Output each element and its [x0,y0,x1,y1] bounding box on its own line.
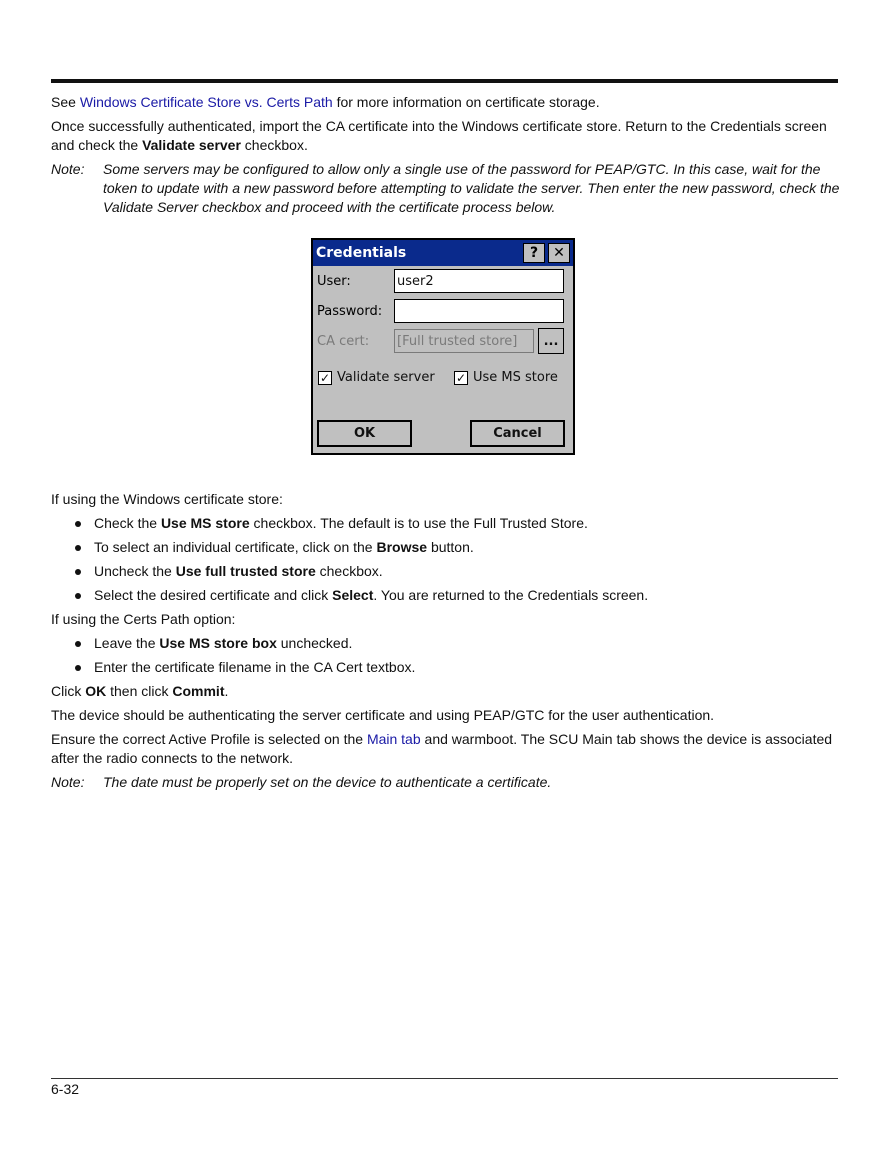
bullet-icon [75,545,81,551]
document-body [51,93,841,797]
password-input[interactable] [394,299,564,323]
link-main-tab[interactable]: Main tab [366,731,421,747]
ok-button[interactable]: OK [317,420,412,447]
page-number: 6-32 [51,1081,80,1097]
dialog-title: Credentials [316,244,407,261]
link-cert-store-vs-path[interactable]: Windows Certificate Store vs. Certs Path [79,94,333,110]
note-text: Some servers may be configured to allow only a single use of the password for PEAP/GTC. In this case, wait for the token to update with a new password before attempting to validate the server. Then enter the new password, check the Validate Server checkbox and proceed with the certificate process below. [103,161,840,215]
password-row [317,298,382,324]
use-ms-store-checkbox[interactable] [454,368,558,387]
cacert-label: CA cert: [317,333,370,349]
paragraph-cert-storage: See Windows Certificate Store vs. Certs Path for more information on certificate storage. [51,94,600,110]
use-ms-store-label: Use MS store [473,370,558,385]
checkbox-check-icon[interactable]: ✓ [319,370,331,385]
note-label: Note: [51,774,85,790]
list-item: To select an individual certificate, click on the Browse button. [51,538,841,557]
password-label: Password: [317,303,383,319]
user-row [317,268,351,294]
list-windows-store [51,514,841,605]
list-item: Select the desired certificate and click Select. You are returned to the Credentials screen. [51,586,841,605]
paragraph-authenticating: The device should be authenticating the server certificate and using PEAP/GTC for the user authentication. [51,707,715,723]
note-text: The date must be properly set on the device to authenticate a certificate. [103,774,552,790]
figure-credentials [51,222,841,490]
header-rule [51,79,838,83]
browse-button[interactable]: ... [538,328,564,354]
help-button[interactable]: ? [523,243,545,263]
bullet-icon [75,569,81,575]
paragraph-click-ok: Click OK then click Commit. [51,683,229,699]
bullet-icon [75,593,81,599]
validate-server-label: Validate server [337,370,435,385]
cacert-row [317,328,369,354]
note-date [51,773,841,792]
list-certs-path [51,634,841,677]
cacert-input: [Full trusted store] [394,329,534,353]
credentials-dialog [311,238,575,455]
list-item: Enter the certificate filename in the CA Cert textbox. [51,658,841,677]
bullet-icon [75,521,81,527]
validate-server-checkbox[interactable] [318,368,435,387]
list-item: Uncheck the Use full trusted store checkbox. [51,562,841,581]
note-label: Note: [51,161,85,177]
user-label: User: [317,273,351,289]
close-icon[interactable]: ✕ [548,243,570,263]
bullet-icon [75,665,81,671]
note-single-use [51,160,841,217]
checkbox-check-icon[interactable]: ✓ [455,370,467,385]
footer-rule [51,1078,838,1079]
bullet-icon [75,641,81,647]
cancel-button[interactable]: Cancel [470,420,565,447]
list-item: Check the Use MS store checkbox. The default is to use the Full Trusted Store. [51,514,841,533]
list-item: Leave the Use MS store box unchecked. [51,634,841,653]
dialog-title-bar [313,240,573,266]
paragraph-active-profile: Ensure the correct Active Profile is selected on the Main tab and warmboot. The SCU Main tab shows the device is associated after the radio connects to the network. [51,731,833,766]
paragraph-import-ca: Once successfully authenticated, import the CA certificate into the Windows certificate store. Return to the Credentials screen and check the Validate server checkbox. [51,118,827,153]
paragraph-windows-store: If using the Windows certificate store: [51,491,283,507]
user-input[interactable]: user2 [394,269,564,293]
paragraph-certs-path: If using the Certs Path option: [51,611,236,627]
